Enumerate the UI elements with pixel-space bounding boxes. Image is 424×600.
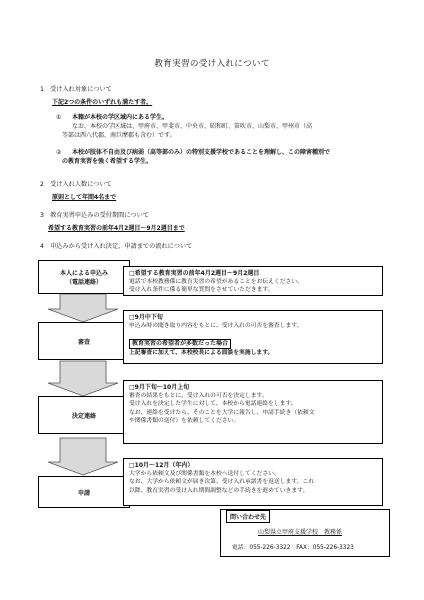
flow-detail-decision-header: □9月下旬～10月上旬 xyxy=(129,384,190,391)
flow-detail-review-line1: 申込み時の聞き取り内容をもとに、受け入れの可否を審査します。 xyxy=(129,323,303,329)
flow-arrow-1 xyxy=(48,294,118,322)
section1-item2-line1: 本校が肢体不自由及び病弱（高等部のみ）の特別支援学校であることを理解し、この障害種別で xyxy=(72,149,331,156)
contact-department: 山梨県立甲府支援学校 教務係 xyxy=(258,529,343,536)
flow-detail-review-header: □9月中下旬 xyxy=(129,314,163,321)
flow-detail-application-line2: 受け入れ条件に係る簡単な質問をさせていただきます。 xyxy=(129,287,274,294)
section3-heading: 3 教育実習申込みの受付期間について xyxy=(40,212,149,219)
section1-item2-line2: の教育実習を強く希望する学生。 xyxy=(62,158,153,165)
flow-step-review xyxy=(38,322,130,360)
flow-step-submission xyxy=(38,476,130,508)
section4-heading: 4 申込みから受け入れ決定、申請までの流れについて xyxy=(40,243,193,250)
flow-detail-review-inner-note: 教育実習の希望者が多数だった場合 xyxy=(129,339,231,349)
flow-detail-submission-line1: 大学から依頼文及び関係書類を本校へ送付してください。 xyxy=(129,471,280,477)
contact-phone: 電話：055-226-3322 FAX：055-226-3323 xyxy=(232,545,354,551)
section1-heading: 1 受け入れ対象について xyxy=(40,86,112,93)
page-title: 教育実習の受け入れについて xyxy=(154,59,270,69)
section1-item2-num: ② xyxy=(56,149,62,156)
flow-detail-application xyxy=(123,266,383,296)
flow-detail-decision-line3: なお、連絡を受けたら、そのことを大学に報告し、申請手続き（依頼文 xyxy=(129,409,315,416)
flow-detail-submission-header: □10月～12月（年内） xyxy=(129,462,194,469)
flow-step-application-sublabel: （電話連絡） xyxy=(65,279,102,286)
section1-item1-title: 本籍が本校の学区域内にある学生。 xyxy=(72,114,169,121)
flow-detail-submission-line2: なお、大学から依頼文が届き次第、受け入れ承諾書を返送します。これ xyxy=(129,479,315,486)
flow-step-decision-label: 決定連絡 xyxy=(71,412,96,420)
flow-step-decision xyxy=(38,396,130,434)
flow-detail-decision xyxy=(123,380,383,444)
section1-item1-line1: なお、本校の学区域は、甲府市、甲斐市、中央市、昭和町、笛吹市、山梨市、甲州市（高 xyxy=(72,123,313,130)
flow-detail-decision-line4: や関係書類の送付）を依頼してください。 xyxy=(129,417,240,424)
contact-label: 問い合わせ先 xyxy=(226,510,270,523)
flow-detail-review-after-inner: 上記審査に加えて、本校校長による面談を実施します。 xyxy=(129,350,274,357)
section1-condition-note: 下記2つの条件のいずれも満たす者。 xyxy=(52,99,153,106)
flow-step-review-label: 審査 xyxy=(77,338,90,346)
flow-step-application xyxy=(38,260,130,294)
flow-detail-application-header: □希望する教育実習の前年4月2週目～9月2週目 xyxy=(129,270,260,277)
flow-step-application-label: 本人による申込み xyxy=(59,270,108,277)
section1-item1-num: ① xyxy=(56,114,62,121)
flow-detail-submission-line3: 以降、教育実習の受け入れ期間調整などの手続きを進めていきます。 xyxy=(129,487,309,494)
flow-detail-submission xyxy=(123,458,383,506)
flow-detail-review xyxy=(123,310,383,364)
flow-arrow-3 xyxy=(48,438,118,475)
section2-heading: 2 受け入れ人数について xyxy=(40,181,112,188)
flow-detail-decision-line1: 審査の結果をもとに、受け入れの可否を決定します。 xyxy=(129,393,268,399)
section2-note: 原則として年間4名まで xyxy=(52,194,117,201)
flow-detail-decision-line2: 受け入れを決定した学生に対して、本校から電話連絡をします。 xyxy=(129,401,297,408)
section3-note: 希望する教育実習の前年4月2週目～9月2週目まで xyxy=(48,225,185,232)
flow-detail-application-line1: 電話で本校教務係に教育実習の希望があることをお伝えください。 xyxy=(129,279,303,285)
section1-item1-line2: 等部は西八代郡、南巨摩郡も含む）です。 xyxy=(62,132,176,139)
flow-arrow-2 xyxy=(48,361,118,396)
flow-step-submission-label: 申請 xyxy=(77,489,90,497)
